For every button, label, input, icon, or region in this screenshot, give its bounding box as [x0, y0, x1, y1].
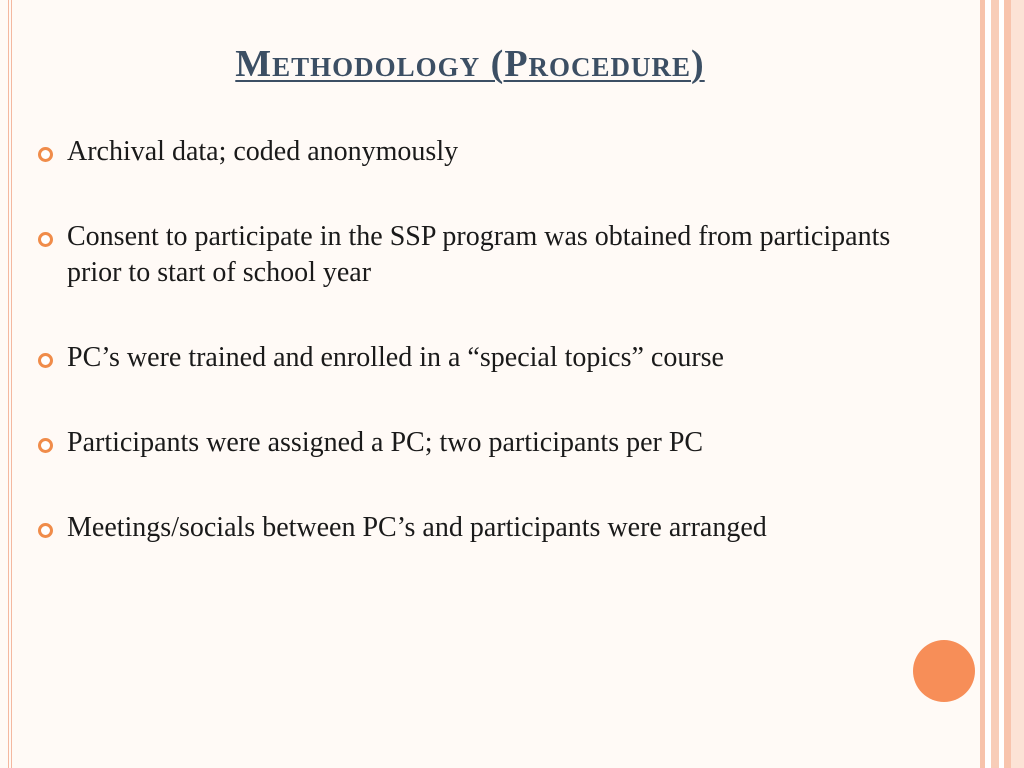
ring-bullet-icon — [38, 232, 53, 247]
right-stripe — [1004, 0, 1011, 768]
bullet-item — [38, 425, 938, 461]
ring-bullet-icon — [38, 523, 53, 538]
left-frame-border — [8, 0, 12, 768]
slide-title: Methodology (Procedure) — [235, 43, 705, 85]
ring-bullet-icon — [38, 353, 53, 368]
bullet-text: PC’s were trained and enrolled in a “special topics” course — [67, 342, 724, 373]
bullet-text: Meetings/socials between PC’s and participants were arranged — [67, 512, 767, 543]
bullet-item — [38, 134, 938, 170]
bullet-text: Archival data; coded anonymously — [67, 136, 459, 167]
right-stripe — [991, 0, 999, 768]
bullet-text: Participants were assigned a PC; two participants per PC — [67, 427, 704, 458]
bullet-text: Consent to participate in the SSP program was obtained from participants prior to start of school year — [67, 221, 891, 288]
orange-circle-icon — [913, 640, 975, 702]
bullet-list — [38, 134, 938, 595]
bullet-item — [38, 219, 938, 291]
ring-bullet-icon — [38, 147, 53, 162]
right-stripe — [1011, 0, 1024, 768]
bullet-item — [38, 340, 938, 376]
ring-bullet-icon — [38, 438, 53, 453]
bullet-item — [38, 510, 938, 546]
